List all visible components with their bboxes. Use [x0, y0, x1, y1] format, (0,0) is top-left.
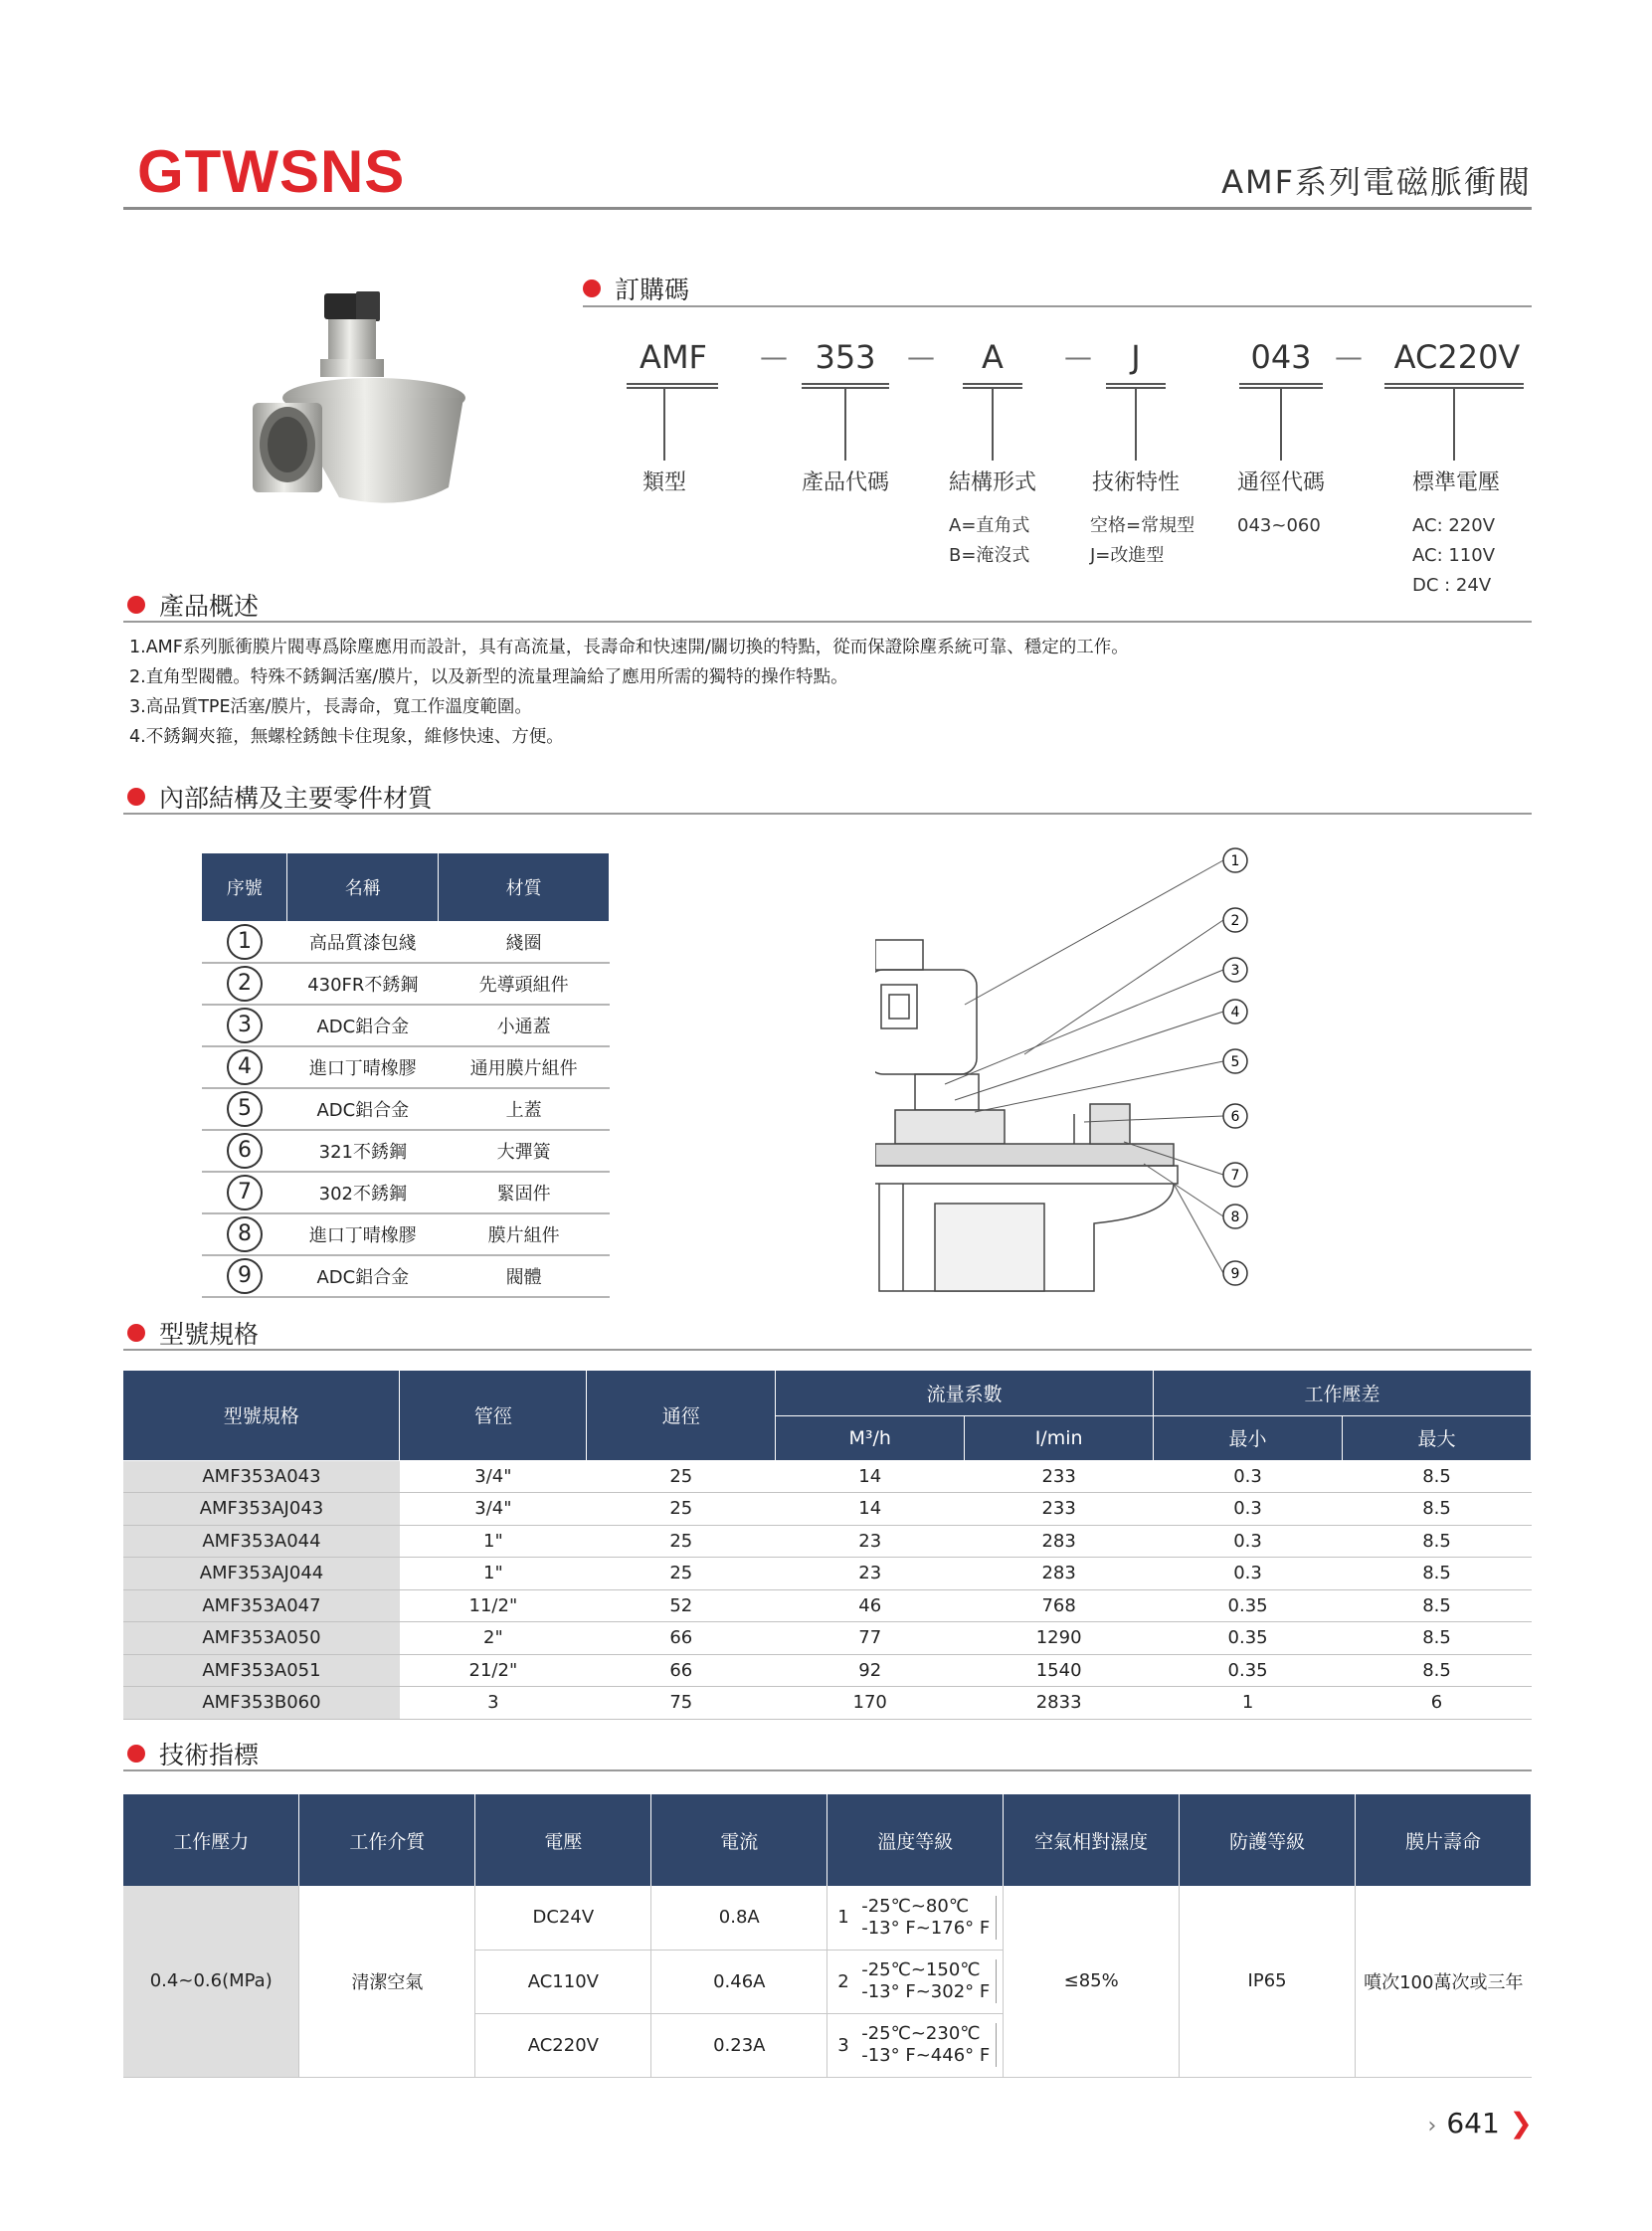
col-pressure: 工作壓差	[1154, 1371, 1532, 1415]
part-material: 上蓋	[439, 1088, 610, 1130]
part-name: 321不銹鋼	[287, 1130, 439, 1172]
callout-number: 3	[1230, 963, 1240, 979]
tech-divider	[123, 1769, 1532, 1771]
tech-voltage: AC220V	[475, 2013, 651, 2077]
callout-leader	[1084, 1116, 1223, 1122]
pressure-max-cell: 8.5	[1343, 1654, 1532, 1687]
parts-row	[202, 1046, 610, 1088]
model-cell: AMF353A051	[123, 1654, 400, 1687]
part-number: 1	[202, 921, 287, 963]
callout-leader	[975, 1061, 1223, 1112]
callout-leader	[1144, 1164, 1223, 1216]
flow-m3h-cell: 46	[776, 1589, 965, 1622]
overview-line: 4.不銹鋼夾箍，無螺栓銹蝕卡住現象，維修快速、方便。	[129, 727, 564, 747]
order-code-heading: 訂購碼	[583, 271, 689, 306]
flow-lmin-cell: 283	[965, 1525, 1154, 1558]
part-material: 大彈簧	[439, 1130, 610, 1172]
part-name: ADC鋁合金	[287, 1255, 439, 1297]
bore-cell: 25	[587, 1558, 776, 1590]
bore-range: 043~060	[1237, 515, 1321, 536]
pressure-min-cell: 0.3	[1154, 1558, 1343, 1590]
parts-row	[202, 1172, 610, 1213]
code-separator: —	[1064, 340, 1092, 373]
parts-table	[202, 853, 610, 1298]
bore-cell: 25	[587, 1525, 776, 1558]
callout-leader	[1124, 1142, 1223, 1175]
models-heading: 型號規格	[127, 1315, 259, 1351]
parts-row	[202, 1088, 610, 1130]
parts-row	[202, 963, 610, 1005]
col-min: 最小	[1154, 1415, 1343, 1460]
code-separator: —	[1335, 340, 1363, 373]
code-connector	[844, 389, 846, 461]
product-photo	[245, 283, 467, 522]
pressure-min-cell: 1	[1154, 1687, 1343, 1720]
code-connector	[1280, 389, 1282, 461]
callout-number: 2	[1230, 913, 1240, 929]
flow-m3h-cell: 170	[776, 1687, 965, 1720]
model-cell: AMF353B060	[123, 1687, 400, 1720]
parts-row	[202, 1005, 610, 1046]
callout-leader	[945, 970, 1223, 1084]
tech-heading: 技術指標	[127, 1736, 259, 1771]
col-flow-lmin: I/min	[965, 1415, 1154, 1460]
code-tech: J	[1131, 338, 1141, 376]
pressure-min-cell: 0.35	[1154, 1622, 1343, 1655]
callout-number: 5	[1230, 1054, 1240, 1070]
model-row	[123, 1622, 1532, 1655]
part-material: 膜片組件	[439, 1213, 610, 1255]
bore-cell: 75	[587, 1687, 776, 1720]
model-row	[123, 1525, 1532, 1558]
pressure-min-cell: 0.3	[1154, 1525, 1343, 1558]
code-type: AMF	[640, 338, 707, 376]
pressure-max-cell: 8.5	[1343, 1525, 1532, 1558]
tech-temp: 3-25℃~230℃ -13° F~446° F	[827, 2013, 1004, 2077]
callout-layer	[875, 845, 1253, 1303]
model-cell: AMF353A050	[123, 1622, 400, 1655]
part-material: 綫圈	[439, 921, 610, 963]
flow-lmin-cell: 233	[965, 1493, 1154, 1526]
tech-life: 噴次100萬次或三年	[1356, 1886, 1532, 2077]
part-number: 7	[202, 1172, 287, 1213]
header-divider	[123, 207, 1532, 210]
tech-humidity: ≤85%	[1004, 1886, 1180, 2077]
part-name: 進口丁晴橡膠	[287, 1046, 439, 1088]
part-name: 430FR不銹鋼	[287, 963, 439, 1005]
flow-lmin-cell: 233	[965, 1460, 1154, 1493]
callout-number: 8	[1230, 1209, 1240, 1225]
structure-options: A=直角式 B=淹沒式	[949, 515, 1030, 566]
part-number: 3	[202, 1005, 287, 1046]
pressure-max-cell: 8.5	[1343, 1622, 1532, 1655]
parts-row	[202, 921, 610, 963]
model-cell: AMF353A043	[123, 1460, 400, 1493]
pipe-cell: 3	[400, 1687, 587, 1720]
part-number: 2	[202, 963, 287, 1005]
pipe-cell: 21/2"	[400, 1654, 587, 1687]
code-bore: 043	[1250, 338, 1312, 376]
flow-lmin-cell: 1290	[965, 1622, 1154, 1655]
tech-current: 0.8A	[651, 1886, 827, 1950]
pressure-max-cell: 8.5	[1343, 1558, 1532, 1590]
model-cell: AMF353A047	[123, 1589, 400, 1622]
tech-col-protection: 防護等級	[1180, 1794, 1356, 1886]
part-material: 通用膜片組件	[439, 1046, 610, 1088]
callout-number: 7	[1230, 1168, 1240, 1184]
part-material: 小通蓋	[439, 1005, 610, 1046]
tech-col-current: 電流	[651, 1794, 827, 1886]
flow-m3h-cell: 14	[776, 1493, 965, 1526]
tech-options: 空格=常規型 J=改進型	[1090, 515, 1195, 566]
bullet-icon	[127, 788, 145, 806]
pressure-max-cell: 6	[1343, 1687, 1532, 1720]
part-number: 6	[202, 1130, 287, 1172]
parts-col-name: 名稱	[287, 853, 439, 921]
label-bore: 通徑代碼	[1236, 470, 1325, 495]
code-separator: —	[760, 340, 788, 373]
tech-col-voltage: 電壓	[475, 1794, 651, 1886]
tech-col-medium: 工作介質	[299, 1794, 475, 1886]
code-separator: —	[907, 340, 935, 373]
brand-logo: GTWSNS	[137, 138, 406, 205]
model-row	[123, 1687, 1532, 1720]
flow-lmin-cell: 768	[965, 1589, 1154, 1622]
callout-svg	[875, 845, 1253, 1303]
bore-cell: 52	[587, 1589, 776, 1622]
label-type: 類型	[642, 470, 686, 495]
model-row	[123, 1654, 1532, 1687]
model-row	[123, 1460, 1532, 1493]
tech-voltage: DC24V	[475, 1886, 651, 1950]
part-number: 5	[202, 1088, 287, 1130]
parts-row	[202, 1213, 610, 1255]
flow-m3h-cell: 77	[776, 1622, 965, 1655]
overview-line: 2.直角型閥體。特殊不銹鋼活塞/膜片，以及新型的流量理論給了應用所需的獨特的操作特點。	[129, 667, 848, 687]
overview-divider	[123, 621, 1532, 623]
flow-lmin-cell: 283	[965, 1558, 1154, 1590]
bullet-icon	[583, 279, 601, 297]
part-number: 9	[202, 1255, 287, 1297]
label-tech: 技術特性	[1091, 470, 1180, 495]
pipe-cell: 2"	[400, 1622, 587, 1655]
callout-number: 9	[1230, 1266, 1240, 1282]
label-structure: 結構形式	[948, 470, 1036, 495]
flow-m3h-cell: 23	[776, 1558, 965, 1590]
model-cell: AMF353A044	[123, 1525, 400, 1558]
part-number: 4	[202, 1046, 287, 1088]
structure-heading: 內部結構及主要零件材質	[127, 779, 433, 815]
tech-current: 0.23A	[651, 2013, 827, 2077]
col-model: 型號規格	[123, 1371, 400, 1460]
bore-cell: 25	[587, 1460, 776, 1493]
tech-current: 0.46A	[651, 1950, 827, 2013]
pressure-max-cell: 8.5	[1343, 1589, 1532, 1622]
parts-col-material: 材質	[439, 853, 610, 921]
callout-number: 4	[1230, 1005, 1240, 1021]
order-code-divider	[583, 305, 1532, 307]
overview-text	[129, 633, 1129, 752]
tech-voltage: AC110V	[475, 1950, 651, 2013]
code-structure: A	[982, 338, 1004, 376]
part-name: ADC鋁合金	[287, 1005, 439, 1046]
parts-row	[202, 1255, 610, 1297]
part-number: 8	[202, 1213, 287, 1255]
flow-lmin-cell: 2833	[965, 1687, 1154, 1720]
bore-cell: 25	[587, 1493, 776, 1526]
pressure-min-cell: 0.3	[1154, 1493, 1343, 1526]
pressure-max-cell: 8.5	[1343, 1460, 1532, 1493]
bullet-icon	[127, 1745, 145, 1763]
flow-lmin-cell: 1540	[965, 1654, 1154, 1687]
col-bore: 通徑	[587, 1371, 776, 1460]
flow-m3h-cell: 23	[776, 1525, 965, 1558]
chevron-right-icon: ❯	[1499, 2107, 1533, 2139]
label-voltage: 標準電壓	[1411, 470, 1500, 495]
model-cell: AMF353AJ044	[123, 1558, 400, 1590]
pipe-cell: 1"	[400, 1525, 587, 1558]
flow-m3h-cell: 14	[776, 1460, 965, 1493]
code-underline	[627, 383, 718, 389]
code-voltage: AC220V	[1393, 338, 1521, 376]
overview-heading: 產品概述	[127, 587, 259, 623]
label-product-code: 產品代碼	[801, 470, 889, 495]
code-connector	[663, 389, 665, 461]
tech-col-temp: 溫度等級	[827, 1794, 1004, 1886]
col-pipe: 管徑	[400, 1371, 587, 1460]
tech-col-pressure: 工作壓力	[123, 1794, 299, 1886]
callout-leader	[1174, 1184, 1223, 1273]
bore-cell: 66	[587, 1622, 776, 1655]
models-divider	[123, 1349, 1532, 1351]
part-name: 302不銹鋼	[287, 1172, 439, 1213]
document-title: AMF系列電磁脈衝閥	[1221, 163, 1532, 201]
flow-m3h-cell: 92	[776, 1654, 965, 1687]
tech-medium: 清潔空氣	[299, 1886, 475, 2077]
tech-pressure: 0.4~0.6(MPa)	[123, 1886, 299, 2077]
code-connector	[1135, 389, 1137, 461]
pressure-max-cell: 8.5	[1343, 1493, 1532, 1526]
structure-divider	[123, 813, 1532, 815]
part-material: 先導頭組件	[439, 963, 610, 1005]
pipe-cell: 11/2"	[400, 1589, 587, 1622]
code-connector	[1453, 389, 1455, 461]
tech-col-humidity: 空氣相對濕度	[1004, 1794, 1180, 1886]
pressure-min-cell: 0.35	[1154, 1654, 1343, 1687]
model-row	[123, 1558, 1532, 1590]
bore-cell: 66	[587, 1654, 776, 1687]
chevron-right-icon: ›	[1427, 2114, 1437, 2138]
col-flow: 流量系數	[776, 1371, 1154, 1415]
code-connector	[992, 389, 994, 461]
tech-spec-table	[123, 1794, 1532, 2078]
model-cell: AMF353AJ043	[123, 1493, 400, 1526]
callout-number: 6	[1230, 1109, 1240, 1125]
tech-col-life: 膜片壽命	[1356, 1794, 1532, 1886]
bullet-icon	[127, 596, 145, 614]
model-spec-table	[123, 1371, 1532, 1720]
part-name: 進口丁晴橡膠	[287, 1213, 439, 1255]
callout-number: 1	[1230, 853, 1240, 869]
pipe-cell: 3/4"	[400, 1460, 587, 1493]
pipe-cell: 3/4"	[400, 1493, 587, 1526]
bullet-icon	[127, 1324, 145, 1342]
tech-protection: IP65	[1180, 1886, 1356, 2077]
code-product: 353	[815, 338, 876, 376]
callout-leader	[1024, 920, 1223, 1054]
part-name: ADC鋁合金	[287, 1088, 439, 1130]
page-number: › 641 ❯	[1427, 2107, 1533, 2139]
parts-col-no: 序號	[202, 853, 287, 921]
col-max: 最大	[1343, 1415, 1532, 1460]
part-name: 高品質漆包綫	[287, 921, 439, 963]
tech-temp: 2-25℃~150℃ -13° F~302° F	[827, 1950, 1004, 2013]
callout-leader	[965, 860, 1223, 1005]
col-flow-m3h: M³/h	[776, 1415, 965, 1460]
part-material: 閥體	[439, 1255, 610, 1297]
overview-line: 3.高品質TPE活塞/膜片，長壽命，寬工作溫度範圍。	[129, 697, 532, 717]
overview-line: 1.AMF系列脈衝膜片閥專爲除塵應用而設計，具有高流量，長壽命和快速開/關切換的特點，從而保證除塵系統可靠、穩定的工作。	[129, 638, 1129, 657]
voltage-options: AC: 220V AC: 110V DC : 24V	[1412, 515, 1496, 596]
pressure-min-cell: 0.3	[1154, 1460, 1343, 1493]
tech-temp: 1-25℃~80℃ -13° F~176° F	[827, 1886, 1004, 1950]
pressure-min-cell: 0.35	[1154, 1589, 1343, 1622]
part-material: 緊固件	[439, 1172, 610, 1213]
model-row	[123, 1493, 1532, 1526]
model-row	[123, 1589, 1532, 1622]
parts-row	[202, 1130, 610, 1172]
pipe-cell: 1"	[400, 1558, 587, 1590]
